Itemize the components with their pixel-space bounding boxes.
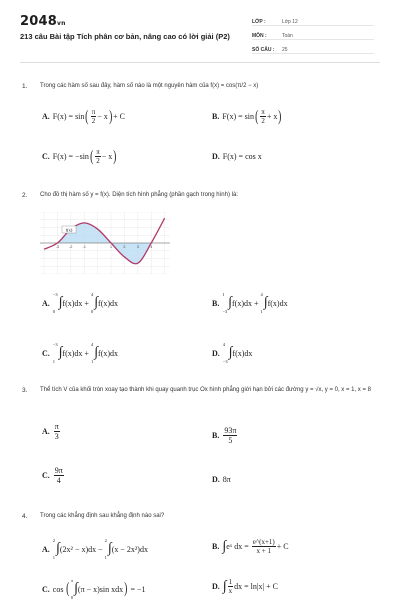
function-graph [40, 212, 170, 274]
x-tick-labels [56, 245, 152, 249]
question-3-text: Thể tích V của khối tròn xoay tạo thành khi quay quanh trục Ox hình phẳng giới hạn bởi các đường y = √x, y = 0, x = 1, x = 8 [40, 387, 371, 393]
question-1-number: 1. [22, 83, 28, 90]
curve-label: f(x) [65, 227, 73, 233]
question-4-option-b[interactable]: B. ∫ e x dx = $\frac{e\^{}(x+1)}{x + 1}$ + C [212, 538, 289, 555]
meta-subject: MÔN : Toán [252, 28, 374, 40]
x-tick-label: -3 [55, 245, 60, 249]
x-tick-label: 4 [150, 245, 153, 249]
question-4-option-d[interactable]: D. ∫ $\frac{1}{x}$ dx = ln|x| + C [212, 578, 278, 595]
question-3-option-c[interactable]: C. $\frac{9\pi}{4}$ [42, 466, 63, 485]
question-3-number: 3. [22, 387, 28, 394]
question-2-option-c[interactable]: C. −3 1 ∫ f(x)dx + 4 1 ∫ f(x)dx [42, 342, 119, 364]
question-2-option-d[interactable]: D. 4 −3 ∫ f(x)dx [212, 342, 253, 364]
question-2-option-a[interactable]: A. −3 0 ∫ f(x)dx + 4 0 ∫ f(x)dx [42, 292, 119, 314]
meta-class: LỚP : Lớp 12 [252, 14, 374, 26]
x-tick-label: 3 [136, 245, 139, 249]
x-tick-label: -1 [82, 245, 86, 249]
question-3-option-b[interactable]: B. $\frac{93\pi}{5}$ [212, 426, 237, 445]
question-1-option-d[interactable]: D. F(x) = cos x [212, 152, 262, 161]
question-4-option-c[interactable]: C. cos ( π 0 ∫ (π − x)sin xdx ) = −1 [42, 578, 146, 600]
question-3-option-a[interactable]: A. $\frac{\pi}{3}$ [42, 422, 59, 441]
question-4-text: Trong các khẳng định sau khẳng định nào sai? [40, 513, 165, 519]
question-1-text: Trong các hàm số sau đây, hàm số nào là một nguyên hàm của f(x) = cos(π/2 − x) [40, 83, 259, 89]
question-3-option-d[interactable]: D. 8π [212, 475, 231, 484]
x-tick-label: 2 [123, 245, 126, 249]
document-title: 213 câu Bài tập Tích phân cơ bản, nâng cao có lời giải (P2) [20, 32, 230, 41]
question-4-option-a[interactable]: A. 2 1 ∫ (2x² − x)dx − 2 1 ∫ (x − 2x²)dx [42, 538, 148, 560]
question-2-option-b[interactable]: B. 1 −3 ∫ f(x)dx + 4 1 ∫ f(x)dx [212, 292, 288, 314]
question-4-number: 4. [22, 513, 28, 520]
brand-logo[interactable]: 2048vn [20, 14, 66, 29]
meta-panel [252, 14, 374, 56]
question-2-number: 2. [22, 192, 28, 199]
question-2-text: Cho đồ thị hàm số y = f(x). Diện tích hình phẳng (phần gạch trong hình) là: [40, 192, 238, 198]
question-1-option-c[interactable]: C. F(x) = −sin ( $\frac{\pi}{2}$ − x ) [42, 147, 117, 165]
x-tick-label: -2 [69, 245, 73, 249]
x-tick-label: 1 [110, 245, 113, 249]
question-1-option-b[interactable]: B. F(x) = sin ( $\frac{\pi}{2}$ + x ) [212, 107, 282, 125]
meta-question-count: SỐ CÂU : 25 [252, 42, 374, 54]
question-1-option-a[interactable]: A. F(x) = sin ( $\frac{\pi}{2}$ − x ) + C [42, 107, 125, 125]
header-divider [20, 62, 380, 63]
